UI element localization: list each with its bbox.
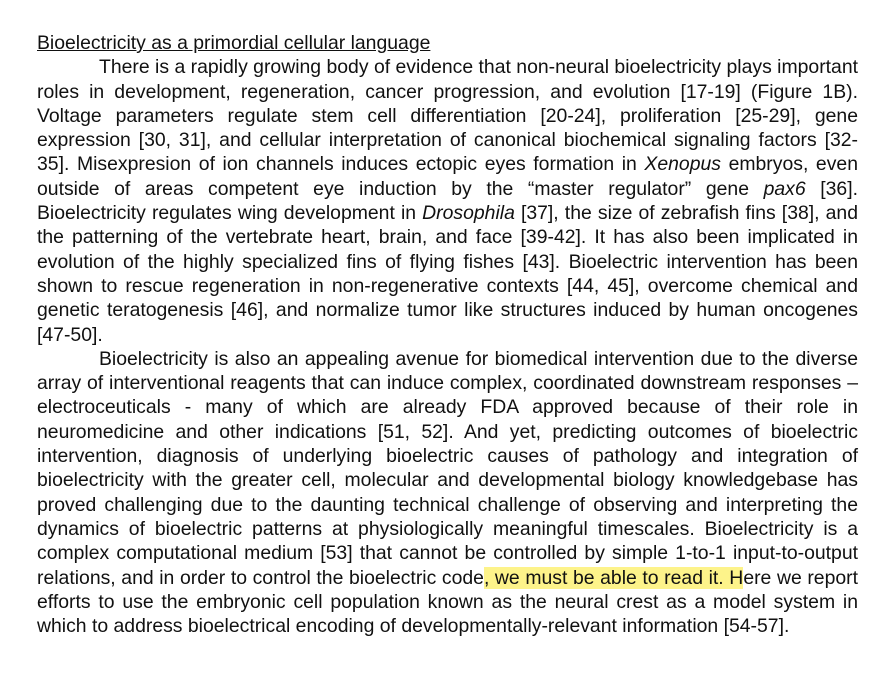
paragraph-1 (37, 55, 858, 347)
text-run: embryos, even outside of areas competent eye induction by the “master regulator” gene (37, 153, 858, 200)
section-heading: Bioelectricity as a primordial cellular language (37, 32, 431, 54)
text-run: Bioelectricity is also an appealing avenue for biomedical intervention due to the diverse array of interventional reagents that can induce complex, coordinated downstream responses – electroceuticals - many of which are already FDA approved because of their role in neuromedicine and other indications [51, 52]. And yet, predicting outcomes of bioelectric intervention, diagnosis of underlying bioelectric causes of pathology and integration of bioelectricity with the greater cell, molecular and developmental biology knowledgebase has proved challenging due to the daunting technical challenge of observing and interpreting the dynamics of bioelectric patterns at physiologically meaningful timescales. Bioelectricity is a complex computational medium [53] that cannot be controlled by simple 1-to-1 input-to-output relations, and in order to control the bioelectric code (37, 347, 858, 589)
text-run: [37], the size of zebrafish fins [38], and the patterning of the vertebrate heart, brain, and face [39-42]. It has also been implicated in evolution of the highly specialized fins of flying fishes [43]. Bioelectric intervention has been shown to rescue regeneration in non-regenerative contexts [44, 45], overcome chemical and genetic teratogenesis [46], and normalize tumor like structures induced by human oncogenes [47-50]. (37, 202, 858, 346)
text-run: There is a rapidly growing body of evidence that non-neural bioelectricity plays important roles in development, regeneration, cancer progression, and evolution [17-19] (Figure 1B). Voltage parameters regulate stem cell differentiation [20-24], proliferation [25-29], gene expression [30, 31], and cellular interpretation of canonical biochemical signaling factors [32-35]. Misexpresion of ion channels induces ectopic eyes formation in (37, 56, 858, 176)
italic-term: Drosophila (422, 202, 515, 225)
italic-term: pax6 (763, 177, 806, 200)
highlighted-text: , we must be able to read it. H (483, 566, 744, 589)
italic-term: Xenopus (644, 153, 721, 176)
text-run: [36]. Bioelectricity regulates wing development in (37, 177, 858, 225)
paragraph-2 (37, 347, 858, 639)
text-run: ere we report efforts to use the embryonic cell population known as the neural crest as a model system in which to address bioelectrical encoding of developmentally-relevant information [54-57]. (37, 566, 858, 638)
